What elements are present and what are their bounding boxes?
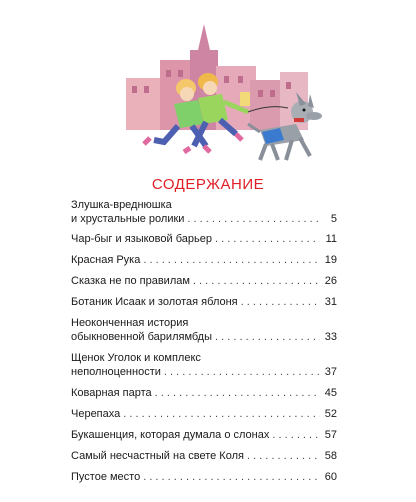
toc-entry-title-line: и хрустальные ролики (71, 213, 185, 225)
toc-page-number: 5 (330, 213, 337, 225)
toc-entry-title-line: Пустое место (71, 471, 141, 483)
toc-entry-title-line: Самый несчастный на свете Коля (71, 450, 244, 462)
toc-page-number: 37 (324, 366, 337, 378)
toc-entry[interactable] (71, 449, 337, 463)
toc-entry[interactable] (71, 470, 337, 484)
illustration-children-and-dog (120, 20, 330, 170)
toc-entry-title-line: неполноценности (71, 366, 161, 378)
toc-entry-title-line: обыкновенной барилямбды (71, 331, 213, 343)
toc-page-number: 33 (324, 331, 337, 343)
toc-page-number: 45 (324, 387, 337, 399)
dot-leader (123, 407, 320, 421)
toc-page-number: 31 (324, 296, 337, 308)
toc-entry[interactable] (71, 351, 337, 379)
dot-leader (143, 470, 320, 484)
toc-page-number: 19 (324, 254, 337, 266)
toc-entry-title-line: Щенок Уголок и комплекс (71, 352, 201, 364)
toc-entry-title-line: Сказка не по правилам (71, 275, 190, 287)
dot-leader (193, 274, 320, 288)
dot-leader (187, 212, 320, 226)
toc-entry-title-line: Красная Рука (71, 254, 141, 266)
toc-entry[interactable] (71, 232, 337, 246)
toc-entry[interactable] (71, 407, 337, 421)
toc-page-number: 60 (324, 471, 337, 483)
dot-leader (215, 330, 320, 344)
dot-leader (272, 428, 320, 442)
dot-leader (241, 295, 320, 309)
table-of-contents (71, 198, 337, 484)
toc-page-number: 26 (324, 275, 337, 287)
toc-entry-title-line: Букашенция, которая думала о слонах (71, 429, 270, 441)
dot-leader (247, 449, 320, 463)
contents-heading: СОДЕРЖАНИЕ (151, 176, 265, 193)
dot-leader (143, 253, 320, 267)
dot-leader (164, 365, 320, 379)
toc-entry-title-line: Ботаник Исаак и золотая яблоня (71, 296, 238, 308)
toc-page-number: 52 (324, 408, 337, 420)
toc-entry[interactable] (71, 274, 337, 288)
toc-entry[interactable] (71, 386, 337, 400)
toc-entry-title-line: Злушка-вреднюшка (71, 199, 172, 211)
dot-leader (155, 386, 320, 400)
toc-entry[interactable] (71, 198, 337, 226)
toc-entry[interactable] (71, 253, 337, 267)
toc-entry[interactable] (71, 316, 337, 344)
toc-entry-title-line: Черепаха (71, 408, 121, 420)
toc-page-number: 11 (325, 233, 337, 245)
dot-leader (215, 232, 320, 246)
toc-entry[interactable] (71, 428, 337, 442)
toc-page-number: 57 (324, 429, 337, 441)
toc-entry-title-line: Коварная парта (71, 387, 152, 399)
toc-entry-title-line: Неоконченная история (71, 317, 189, 329)
toc-entry[interactable] (71, 295, 337, 309)
toc-page-number: 58 (324, 450, 337, 462)
toc-entry-title-line: Чар-быг и языковой барьер (71, 233, 212, 245)
